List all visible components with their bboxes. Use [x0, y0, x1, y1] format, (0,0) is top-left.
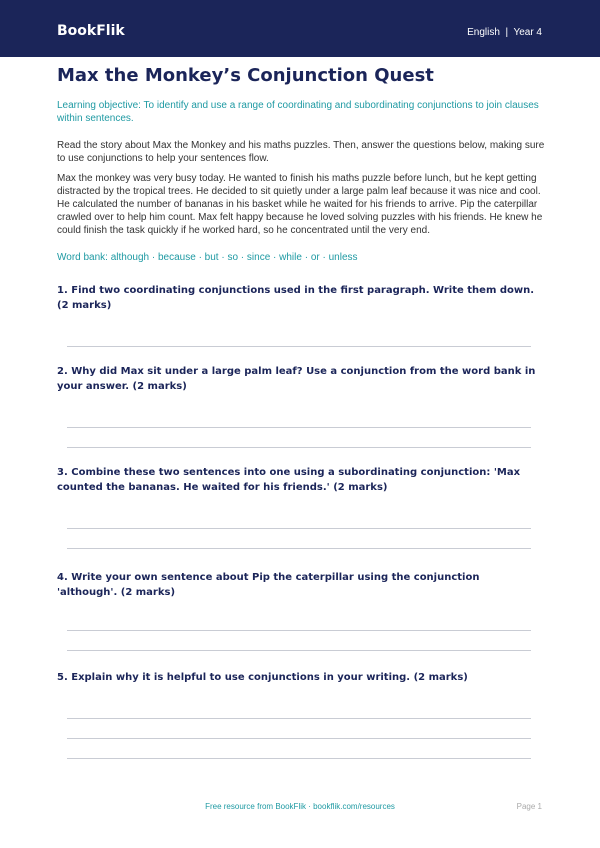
answer-line[interactable] — [67, 447, 531, 448]
answer-line[interactable] — [67, 548, 531, 549]
brand-logo: BookFlik — [57, 23, 125, 39]
page-header — [0, 0, 600, 57]
worksheet-title: Max the Monkey’s Conjunction Quest — [57, 65, 434, 86]
footer-credit: Free resource from BookFlik · bookflik.com/resources — [205, 802, 395, 811]
answer-line[interactable] — [67, 738, 531, 739]
page-number: Page 1 — [516, 802, 542, 811]
question-5: 5. Explain why it is helpful to use conjunctions in your writing. (2 marks) — [57, 672, 468, 683]
answer-line[interactable] — [67, 650, 531, 651]
question-4: 4. Write your own sentence about Pip the caterpillar using the conjunction 'although'. (2 marks) — [57, 572, 480, 598]
subject-year-tag: English | Year 4 — [467, 27, 542, 38]
answer-line[interactable] — [67, 758, 531, 759]
answer-line[interactable] — [67, 718, 531, 719]
answer-line[interactable] — [67, 427, 531, 428]
intro-paragraph: Read the story about Max the Monkey and his maths puzzles. Then, answer the questions below, making sure to use conjunctions to help your sentences flow. — [57, 140, 545, 164]
answer-line[interactable] — [67, 528, 531, 529]
question-3: 3. Combine these two sentences into one using a subordinating conjunction: 'Max counted the bananas. He waited for his friends.' (2 marks) — [57, 467, 521, 493]
word-bank: Word bank: although · because · but · so · since · while · or · unless — [57, 252, 358, 263]
story-paragraph: Max the monkey was very busy today. He wanted to finish his maths puzzle before lunch, but he kept getting distracted by the tropical trees. He decided to sit quietly under a large palm leaf because it was nice and cool. He calculated the number of bananas in his basket while he waited for his friends to arrive. Pip the caterpillar crawled over to help him count. Max felt happy because he loved solving puzzles with his friends. He knew he could finish the task quickly if he worked hard, so he concentrated until the very end. — [57, 173, 543, 236]
answer-line[interactable] — [67, 630, 531, 631]
answer-line[interactable] — [67, 346, 531, 347]
question-2: 2. Why did Max sit under a large palm leaf? Use a conjunction from the word bank in your answer. (2 marks) — [57, 366, 536, 392]
learning-objective: Learning objective: To identify and use a range of coordinating and subordinating conjunctions to join clauses within sentences. — [57, 100, 539, 124]
question-1: 1. Find two coordinating conjunctions used in the first paragraph. Write them down. (2 marks) — [57, 285, 535, 311]
